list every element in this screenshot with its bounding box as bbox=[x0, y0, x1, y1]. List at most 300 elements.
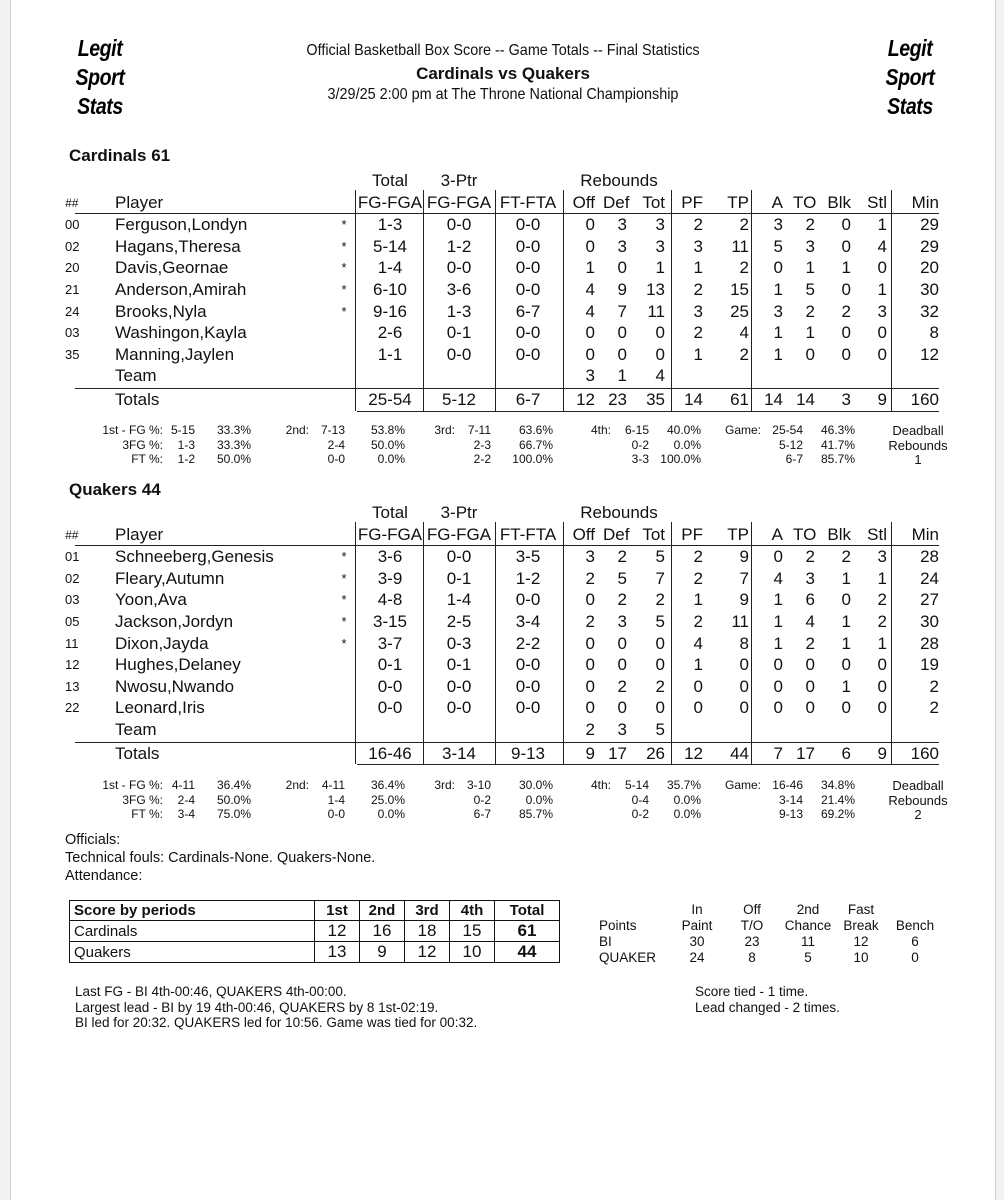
stat-fg3: 0-0 bbox=[446, 676, 472, 696]
pct-cell: 3-10 bbox=[466, 778, 491, 792]
stat-tp: 2 bbox=[739, 344, 749, 364]
stat-stl: 2 bbox=[877, 590, 887, 610]
stat-ft: 1-2 bbox=[515, 568, 541, 588]
stat-num: 22 bbox=[65, 700, 80, 716]
total-pf: 12 bbox=[684, 743, 703, 763]
stat-to: 2 bbox=[805, 215, 815, 235]
stat-stl: 1 bbox=[877, 568, 887, 588]
stat-tot: 7 bbox=[655, 568, 665, 588]
pct-cell: 36.4% bbox=[370, 778, 405, 792]
stat-a: 1 bbox=[773, 344, 783, 364]
points-value: 0 bbox=[911, 950, 919, 965]
player-name: Washingon,Kayla bbox=[115, 323, 247, 343]
stat-off: 0 bbox=[585, 590, 595, 610]
column-header-pf: PF bbox=[681, 192, 703, 212]
column-divider bbox=[671, 190, 672, 411]
stat-a: 4 bbox=[773, 568, 783, 588]
pct-cell: 0-2 bbox=[631, 807, 649, 821]
pct-cell: 5-14 bbox=[624, 778, 649, 792]
column-header-tot: Tot bbox=[642, 524, 665, 544]
pct-cell: 2-2 bbox=[473, 452, 491, 466]
stat-fg3: 0-3 bbox=[446, 633, 472, 653]
stat-num: 02 bbox=[65, 238, 80, 254]
stat-fg3: 3-6 bbox=[446, 280, 472, 299]
total-min: 160 bbox=[910, 390, 939, 409]
periods-score: 15 bbox=[450, 921, 495, 942]
stat-tp: 0 bbox=[739, 676, 749, 696]
pct-cell: 3rd: bbox=[434, 423, 455, 437]
stat-a: 0 bbox=[773, 258, 783, 278]
total-fg3: 3-14 bbox=[441, 743, 477, 763]
stat-ft: 0-0 bbox=[515, 258, 541, 278]
stat-blk: 0 bbox=[841, 655, 851, 675]
stat-num: 13 bbox=[65, 678, 80, 694]
column-header-num: ## bbox=[65, 527, 79, 542]
stat-def: 0 bbox=[617, 633, 627, 653]
points-header: 2nd bbox=[796, 902, 820, 917]
stat-tp: 9 bbox=[739, 590, 749, 610]
stat-blk: 1 bbox=[841, 633, 851, 653]
stat-fg3: 1-3 bbox=[446, 301, 472, 321]
column-header-num: ## bbox=[65, 195, 79, 210]
stat-star: * bbox=[341, 238, 347, 254]
stat-fg3: 0-1 bbox=[446, 323, 472, 343]
pct-cell: 2nd: bbox=[285, 778, 309, 792]
player-name: Team bbox=[115, 720, 157, 739]
periods-header-cell: Score by periods bbox=[70, 901, 315, 921]
pct-cell: 50.0% bbox=[216, 452, 251, 466]
stat-def: 3 bbox=[617, 612, 627, 631]
stat-fg: 5-14 bbox=[372, 236, 408, 256]
stat-fg3: 0-0 bbox=[446, 698, 472, 718]
points-header: Chance bbox=[784, 918, 832, 933]
deadball-rebounds: Deadball bbox=[892, 423, 944, 438]
player-name: Ferguson,Londyn bbox=[115, 215, 248, 235]
column-divider bbox=[891, 522, 892, 765]
stat-pf: 3 bbox=[693, 301, 703, 321]
column-header-blk: Blk bbox=[827, 524, 851, 544]
stat-a: 3 bbox=[773, 301, 783, 321]
stat-min: 32 bbox=[920, 301, 939, 321]
stat-tot: 13 bbox=[646, 280, 665, 299]
stat-ft: 0-0 bbox=[515, 323, 541, 343]
player-name: Manning,Jaylen bbox=[115, 344, 235, 364]
stat-blk: 0 bbox=[841, 215, 851, 235]
column-header-fg3: FG-FGA bbox=[426, 524, 492, 544]
total-blk: 6 bbox=[841, 743, 851, 763]
stat-tot: 3 bbox=[655, 215, 665, 235]
pct-cell: 6-7 bbox=[473, 807, 491, 821]
stat-fg: 9-16 bbox=[372, 301, 408, 321]
stat-off: 0 bbox=[585, 676, 595, 696]
deadball-rebounds: Deadball bbox=[892, 778, 944, 793]
stat-tot: 1 bbox=[655, 258, 665, 278]
stat-blk: 1 bbox=[841, 258, 851, 278]
stat-num: 03 bbox=[65, 592, 80, 608]
stat-to: 2 bbox=[805, 633, 815, 653]
stat-pf: 2 bbox=[693, 612, 703, 631]
pct-cell: 0-0 bbox=[327, 452, 345, 466]
pct-cell: 85.7% bbox=[518, 807, 553, 821]
pct-cell: 4th: bbox=[590, 778, 611, 792]
column-divider bbox=[751, 522, 752, 765]
stat-tot: 2 bbox=[655, 590, 665, 610]
stat-a: 1 bbox=[773, 323, 783, 343]
stat-off: 0 bbox=[585, 698, 595, 718]
total-stl: 9 bbox=[877, 743, 887, 763]
stat-tot: 4 bbox=[655, 366, 665, 386]
stat-tot: 11 bbox=[647, 301, 665, 321]
pct-cell: 7-13 bbox=[320, 423, 345, 437]
points-header: In bbox=[691, 902, 703, 917]
stat-fg3: 0-1 bbox=[446, 655, 472, 675]
player-name: Davis,Geornae bbox=[115, 258, 229, 278]
stat-blk: 0 bbox=[841, 344, 851, 364]
pct-cell: 33.3% bbox=[216, 437, 251, 452]
officials-label: Officials: bbox=[65, 832, 121, 848]
stat-a: 3 bbox=[773, 215, 783, 235]
pct-cell: 0-4 bbox=[631, 792, 649, 807]
stat-off: 0 bbox=[585, 344, 595, 364]
column-header-tp: TP bbox=[727, 524, 749, 544]
stat-min: 30 bbox=[920, 280, 939, 299]
logo-word: Legit bbox=[77, 35, 123, 61]
stat-def: 5 bbox=[617, 568, 627, 588]
column-header-off: Off bbox=[572, 524, 595, 544]
stat-min: 29 bbox=[920, 215, 939, 235]
stat-blk: 1 bbox=[841, 676, 851, 696]
total-a: 14 bbox=[764, 390, 783, 409]
points-header: Off bbox=[743, 902, 761, 917]
column-divider bbox=[671, 522, 672, 765]
stat-star: * bbox=[341, 614, 347, 629]
stat-stl: 0 bbox=[877, 258, 887, 278]
stat-ft: 2-2 bbox=[515, 633, 541, 653]
stat-star: * bbox=[341, 570, 347, 586]
total-tp: 44 bbox=[730, 743, 749, 763]
stat-num: 35 bbox=[65, 346, 80, 362]
stat-a: 1 bbox=[773, 612, 783, 631]
stat-tp: 4 bbox=[739, 323, 749, 343]
stat-ft: 0-0 bbox=[515, 215, 541, 235]
report-title: Official Basketball Box Score -- Game Totals -- Final Statistics bbox=[306, 42, 700, 59]
stat-ft: 0-0 bbox=[515, 590, 541, 610]
game-note: Largest lead - BI by 19 4th-00:46, QUAKERS by 8 1st-02:19. bbox=[75, 999, 439, 1015]
stat-stl: 4 bbox=[877, 236, 887, 256]
stat-min: 27 bbox=[920, 590, 939, 610]
periods-score: 12 bbox=[315, 921, 360, 942]
pct-cell: 1-4 bbox=[327, 792, 345, 807]
stat-ft: 0-0 bbox=[515, 344, 541, 364]
stat-to: 0 bbox=[805, 698, 815, 718]
pct-cell: 3FG %: bbox=[122, 437, 163, 452]
total-ft: 6-7 bbox=[515, 390, 541, 409]
column-header-def: Def bbox=[603, 192, 630, 212]
stat-blk: 1 bbox=[841, 612, 851, 631]
stat-star: * bbox=[341, 303, 347, 319]
deadball-rebounds: 1 bbox=[914, 452, 922, 467]
total-header: Total bbox=[372, 503, 408, 522]
stat-num: 21 bbox=[65, 282, 80, 297]
periods-header-cell: 4th bbox=[450, 901, 495, 921]
pct-cell: 16-46 bbox=[772, 778, 803, 792]
pct-cell: 36.4% bbox=[216, 778, 251, 792]
pct-cell: 3-3 bbox=[631, 452, 649, 466]
pct-cell: 34.8% bbox=[820, 778, 855, 792]
stat-tp: 9 bbox=[739, 547, 749, 567]
stat-fg: 4-8 bbox=[377, 590, 403, 610]
technical-fouls: Technical fouls: Cardinals-None. Quakers-None. bbox=[65, 850, 376, 866]
column-header-ft: FT-FTA bbox=[499, 192, 557, 212]
stat-star: * bbox=[341, 635, 347, 651]
periods-score: 18 bbox=[405, 921, 450, 942]
stat-tot: 0 bbox=[655, 698, 665, 718]
stat-fg: 6-10 bbox=[372, 280, 408, 299]
column-divider bbox=[423, 190, 424, 411]
score-by-periods-table bbox=[69, 900, 560, 963]
legit-sport-stats-logo-right bbox=[855, 34, 966, 121]
pct-cell: 0-2 bbox=[473, 792, 491, 807]
three-pointer-header: 3-Ptr bbox=[440, 503, 478, 522]
total-min: 160 bbox=[910, 743, 939, 763]
points-value: 23 bbox=[744, 934, 760, 949]
team-heading-quakers: Quakers 44 bbox=[69, 480, 161, 499]
pct-cell: 41.7% bbox=[820, 437, 855, 452]
stat-pf: 2 bbox=[693, 323, 703, 343]
stat-stl: 2 bbox=[877, 612, 887, 631]
pct-cell: 5-12 bbox=[778, 437, 803, 452]
pct-cell: 69.2% bbox=[820, 807, 855, 821]
stat-blk: 2 bbox=[841, 547, 851, 567]
stat-off: 4 bbox=[585, 301, 595, 321]
points-value: 6 bbox=[911, 934, 919, 949]
stat-to: 1 bbox=[805, 323, 815, 343]
stat-tp: 11 bbox=[731, 612, 749, 631]
pct-cell: 6-7 bbox=[785, 452, 803, 466]
stat-def: 1 bbox=[617, 366, 627, 386]
stat-to: 1 bbox=[805, 258, 815, 278]
periods-team-row bbox=[70, 921, 560, 942]
points-value: 11 bbox=[800, 934, 815, 949]
pct-cell: 21.4% bbox=[820, 792, 855, 807]
stat-min: 8 bbox=[929, 323, 939, 343]
stat-min: 19 bbox=[920, 655, 939, 675]
column-divider bbox=[563, 190, 564, 411]
pct-cell: 3rd: bbox=[434, 778, 455, 792]
column-header-min: Min bbox=[911, 192, 939, 212]
pct-cell: 4-11 bbox=[321, 778, 345, 792]
pct-cell: 1st - FG %: bbox=[102, 778, 163, 792]
column-header-ft: FT-FTA bbox=[499, 524, 557, 544]
stat-off: 0 bbox=[585, 215, 595, 235]
stat-tot: 0 bbox=[655, 633, 665, 653]
stat-pf: 2 bbox=[693, 568, 703, 588]
stat-blk: 1 bbox=[841, 568, 851, 588]
pct-cell: Game: bbox=[724, 423, 761, 437]
pct-cell: 85.7% bbox=[820, 452, 855, 466]
periods-score: 9 bbox=[360, 942, 405, 963]
totals-bottom-rule bbox=[357, 764, 939, 765]
stat-a: 1 bbox=[773, 590, 783, 610]
pct-cell: 0.0% bbox=[377, 807, 405, 821]
points-value: 5 bbox=[804, 950, 812, 965]
total-header: Total bbox=[372, 171, 408, 190]
points-team: BI bbox=[599, 934, 612, 949]
stat-to: 6 bbox=[805, 590, 815, 610]
stat-def: 3 bbox=[617, 236, 627, 256]
stat-min: 24 bbox=[920, 568, 939, 588]
stat-def: 2 bbox=[617, 547, 627, 567]
stat-num: 01 bbox=[65, 549, 80, 565]
stat-fg: 0-0 bbox=[377, 676, 403, 696]
column-divider bbox=[563, 522, 564, 765]
pct-cell: 4-11 bbox=[171, 778, 195, 792]
stat-fg3: 0-0 bbox=[446, 344, 472, 364]
pct-cell: 75.0% bbox=[216, 807, 251, 821]
total-def: 23 bbox=[608, 390, 627, 409]
points-value: 30 bbox=[689, 934, 705, 949]
stat-fg: 3-9 bbox=[377, 568, 403, 588]
column-divider bbox=[751, 190, 752, 411]
stat-num: 11 bbox=[65, 635, 79, 651]
totals-bottom-rule bbox=[357, 411, 939, 412]
stat-blk: 0 bbox=[841, 280, 851, 299]
stat-num: 03 bbox=[65, 325, 80, 341]
game-note: Last FG - BI 4th-00:46, QUAKERS 4th-00:00. bbox=[75, 984, 347, 999]
stat-ft: 3-5 bbox=[515, 547, 541, 567]
total-to: 17 bbox=[796, 743, 815, 763]
stat-def: 7 bbox=[617, 301, 627, 321]
stat-num: 05 bbox=[65, 614, 80, 629]
pct-cell: 53.8% bbox=[370, 423, 405, 437]
pct-cell: 25.0% bbox=[370, 792, 405, 807]
stat-tp: 0 bbox=[739, 655, 749, 675]
pct-cell: 3-4 bbox=[177, 807, 195, 821]
stat-stl: 1 bbox=[877, 633, 887, 653]
points-value: 10 bbox=[853, 950, 869, 965]
stat-min: 28 bbox=[920, 547, 939, 567]
column-divider bbox=[891, 190, 892, 411]
stat-stl: 0 bbox=[877, 676, 887, 696]
pct-cell: 25-54 bbox=[772, 423, 803, 437]
stat-def: 3 bbox=[617, 215, 627, 235]
stat-fg: 1-4 bbox=[377, 258, 403, 278]
stat-def: 2 bbox=[617, 590, 627, 610]
column-header-blk: Blk bbox=[827, 192, 851, 212]
stat-stl: 0 bbox=[877, 698, 887, 718]
pct-cell: FT %: bbox=[131, 807, 163, 821]
stat-fg: 0-0 bbox=[377, 698, 403, 718]
total-to: 14 bbox=[796, 390, 815, 409]
total-stl: 9 bbox=[877, 390, 887, 409]
column-header-to: TO bbox=[793, 524, 817, 544]
pct-cell: 35.7% bbox=[666, 778, 701, 792]
stat-tot: 0 bbox=[655, 323, 665, 343]
stat-off: 0 bbox=[585, 323, 595, 343]
points-header: Paint bbox=[681, 918, 713, 933]
periods-header-cell: Total bbox=[495, 901, 560, 921]
stat-def: 0 bbox=[617, 344, 627, 364]
stat-to: 2 bbox=[805, 547, 815, 567]
team-heading-cardinals: Cardinals 61 bbox=[69, 146, 171, 165]
stat-fg: 3-15 bbox=[372, 612, 408, 631]
stat-to: 2 bbox=[805, 301, 815, 321]
stat-tot: 0 bbox=[655, 655, 665, 675]
periods-score: 16 bbox=[360, 921, 405, 942]
stat-to: 5 bbox=[805, 280, 815, 299]
stat-star: * bbox=[341, 549, 347, 565]
column-header-tot: Tot bbox=[642, 192, 665, 212]
column-divider bbox=[423, 522, 424, 765]
stat-tot: 5 bbox=[655, 612, 665, 631]
player-name: Schneeberg,Genesis bbox=[115, 547, 274, 567]
player-name: Yoon,Ava bbox=[115, 590, 187, 610]
column-header-a: A bbox=[771, 192, 783, 212]
column-header-name: Player bbox=[115, 524, 164, 544]
stat-min: 2 bbox=[929, 676, 939, 696]
rebounds-header: Rebounds bbox=[580, 503, 658, 522]
stat-fg: 1-1 bbox=[377, 344, 403, 364]
points-team: QUAKER bbox=[599, 950, 657, 965]
pct-cell: 3-14 bbox=[778, 792, 803, 807]
stat-tp: 2 bbox=[739, 258, 749, 278]
periods-team-name: Cardinals bbox=[70, 921, 315, 942]
pct-cell: 5-15 bbox=[170, 423, 195, 437]
stat-to: 3 bbox=[805, 236, 815, 256]
column-header-stl: Stl bbox=[867, 524, 887, 544]
player-name: Brooks,Nyla bbox=[115, 301, 207, 321]
stat-blk: 0 bbox=[841, 323, 851, 343]
stat-tot: 3 bbox=[655, 236, 665, 256]
periods-header-cell: 3rd bbox=[405, 901, 450, 921]
player-name: Anderson,Amirah bbox=[115, 280, 247, 299]
pct-cell: 4th: bbox=[590, 423, 611, 437]
stat-off: 1 bbox=[585, 258, 595, 278]
matchup-title: Cardinals vs Quakers bbox=[416, 64, 590, 83]
total-tot: 26 bbox=[646, 743, 665, 763]
stat-num: 24 bbox=[65, 303, 80, 319]
deadball-rebounds: 2 bbox=[914, 807, 922, 822]
stat-num: 20 bbox=[65, 260, 80, 276]
periods-total: 61 bbox=[495, 921, 560, 942]
periods-score: 13 bbox=[315, 942, 360, 963]
pct-cell: 0.0% bbox=[525, 792, 553, 807]
column-header-stl: Stl bbox=[867, 192, 887, 212]
pct-cell: 1st - FG %: bbox=[102, 423, 163, 437]
logo-word: Stats bbox=[887, 93, 933, 119]
stat-fg3: 2-5 bbox=[446, 612, 472, 631]
stat-min: 12 bbox=[920, 344, 939, 364]
player-name: Leonard,Iris bbox=[115, 698, 205, 718]
pct-cell: 30.0% bbox=[518, 778, 553, 792]
stat-tp: 2 bbox=[739, 215, 749, 235]
stat-num: 02 bbox=[65, 570, 80, 586]
total-a: 7 bbox=[773, 743, 783, 763]
periods-score: 10 bbox=[450, 942, 495, 963]
rebounds-header: Rebounds bbox=[580, 171, 658, 190]
stat-star: * bbox=[341, 260, 347, 276]
points-header: Break bbox=[843, 918, 879, 933]
stat-to: 0 bbox=[805, 344, 815, 364]
stat-a: 0 bbox=[773, 655, 783, 675]
stat-pf: 1 bbox=[693, 655, 703, 675]
periods-team-name: Quakers bbox=[70, 942, 315, 963]
stat-def: 3 bbox=[617, 720, 627, 739]
stat-fg: 1-3 bbox=[377, 215, 403, 235]
stat-a: 0 bbox=[773, 547, 783, 567]
pct-cell: 0.0% bbox=[673, 437, 701, 452]
totals-label: Totals bbox=[115, 743, 160, 763]
